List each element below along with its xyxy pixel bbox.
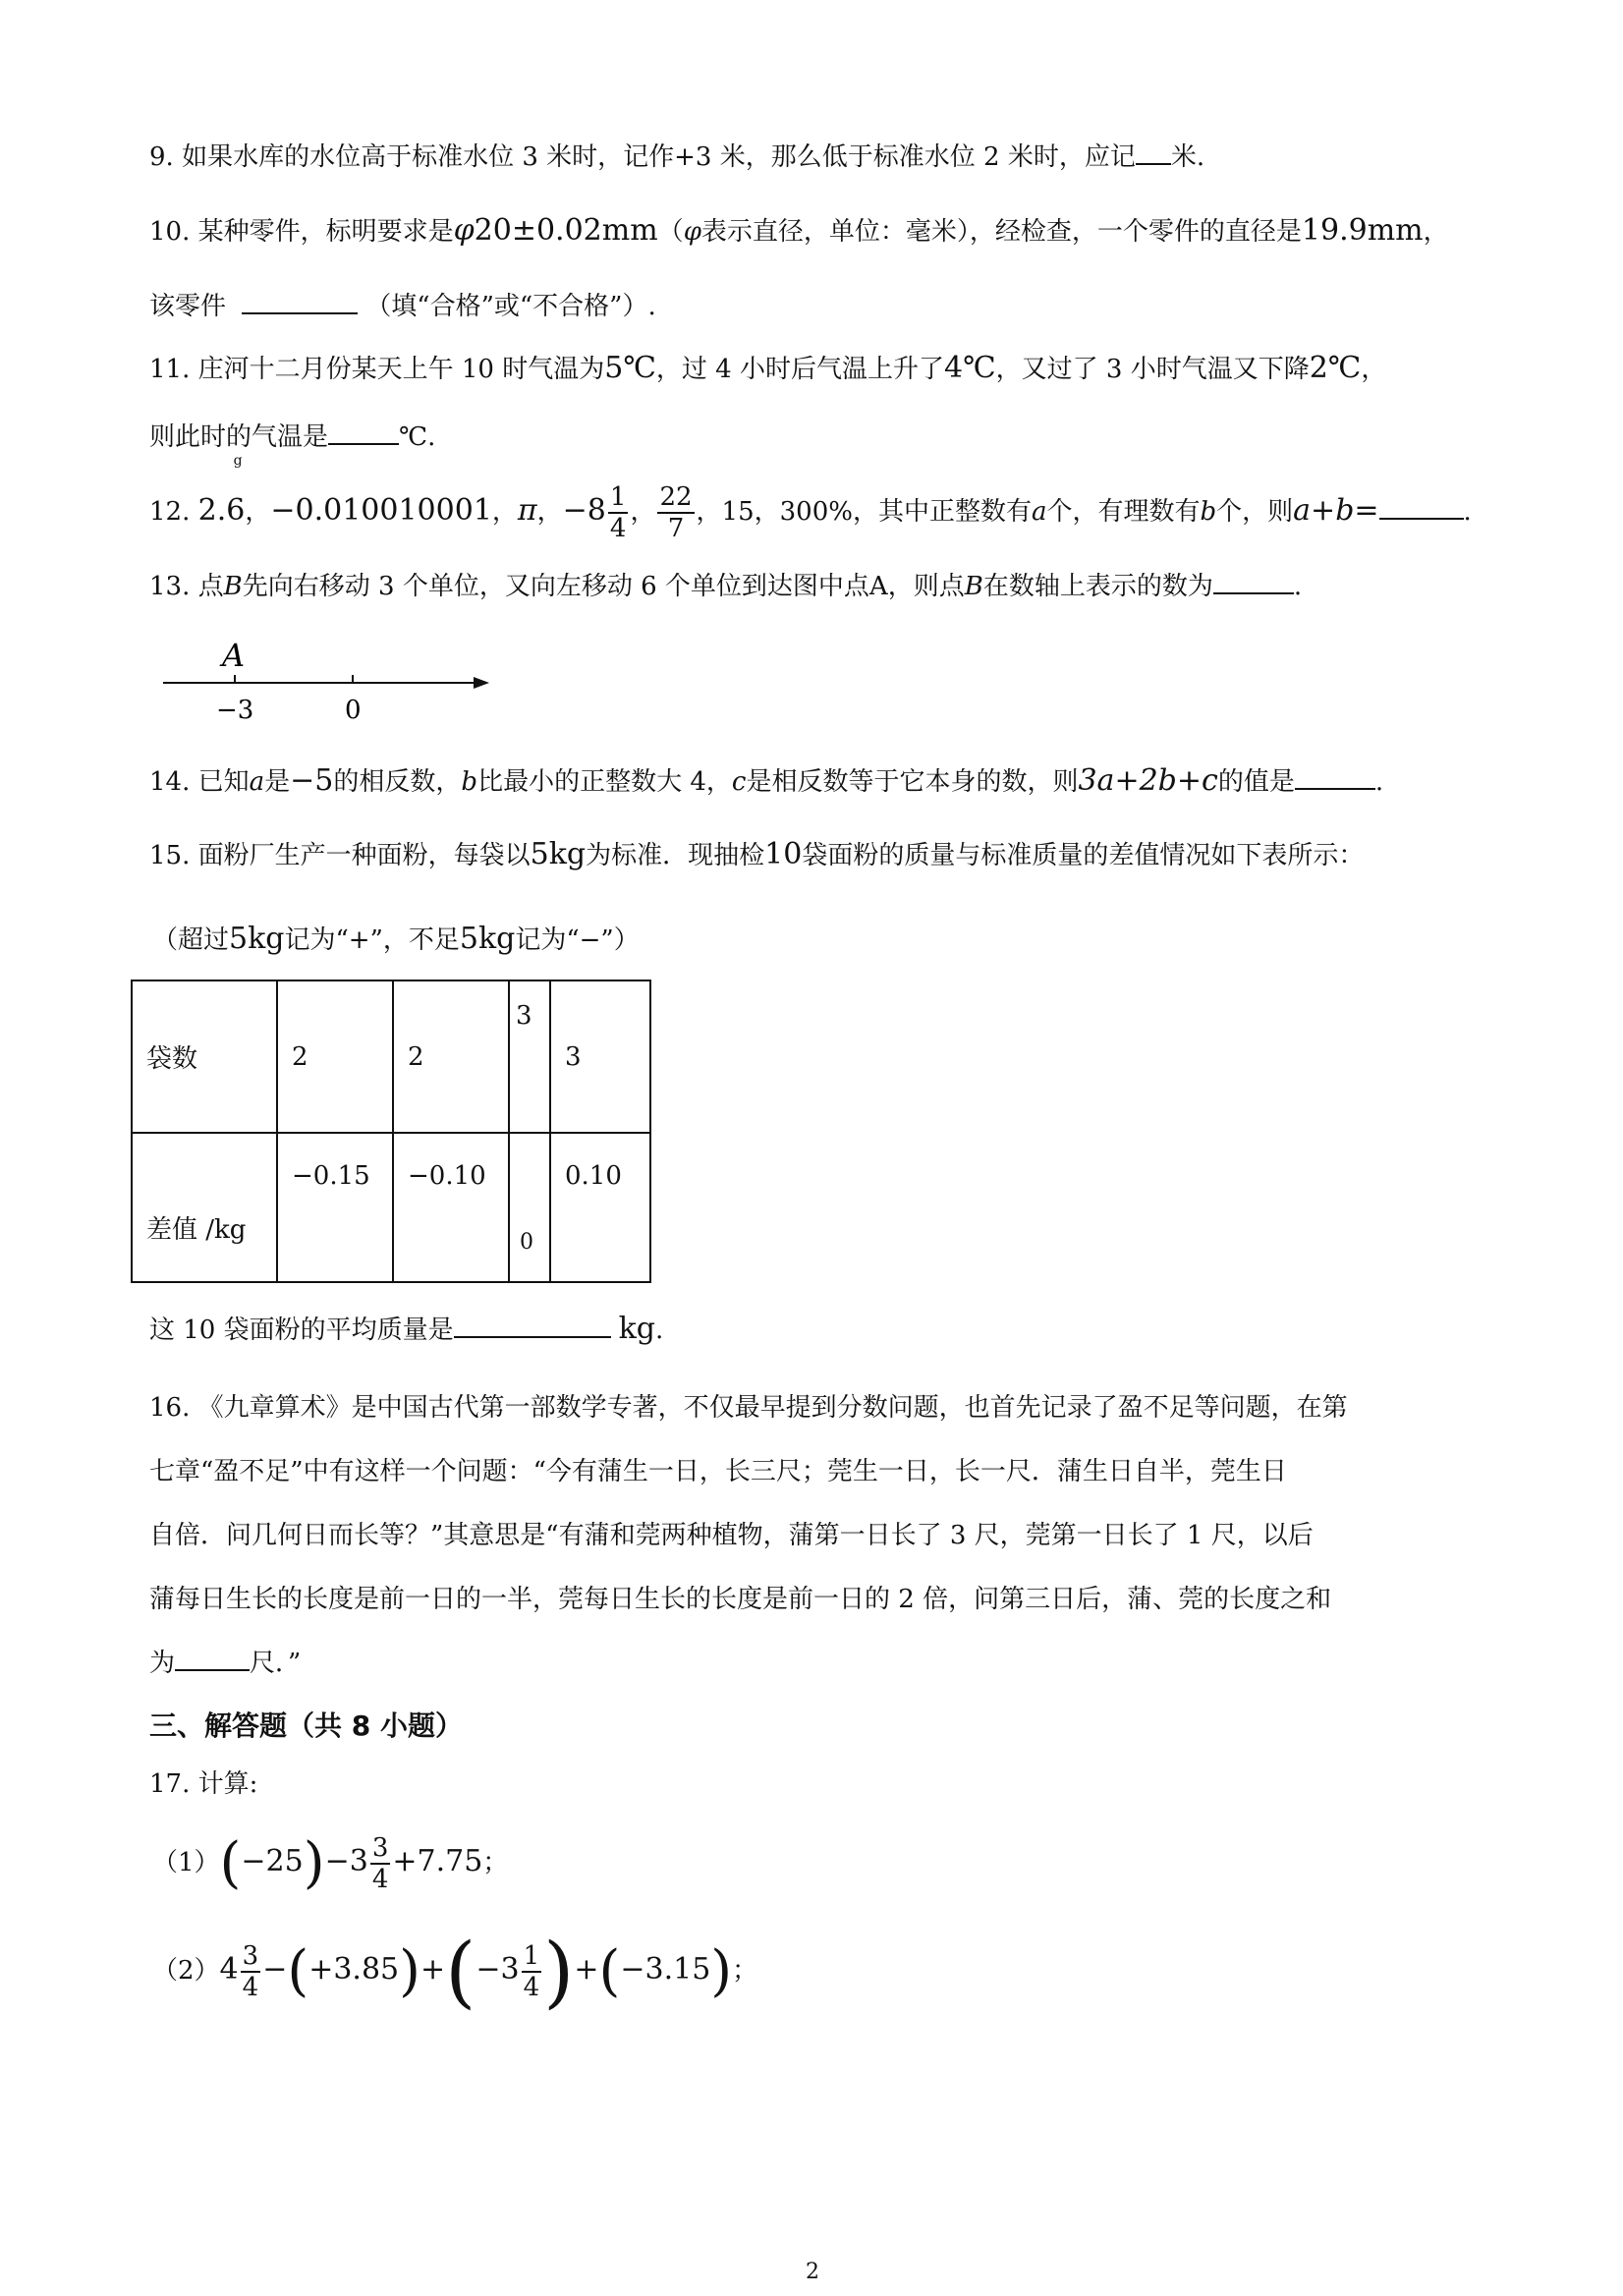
question-17 bbox=[149, 1764, 257, 1804]
fraction-1-4 bbox=[522, 1941, 542, 2002]
q11-text-4: ， bbox=[1361, 355, 1387, 384]
q15-note-text-2: 记为“+”，不足 bbox=[284, 925, 460, 955]
part-tag: （1） bbox=[152, 1848, 220, 1877]
q15-question-text: 这 10 袋面粉的平均质量是 bbox=[149, 1316, 454, 1345]
table-cell: 2 bbox=[393, 980, 509, 1133]
q16-line-2: 七章“盈不足”中有这样一个问题：“今有蒲生一日，长三尺；莞生一日，长一尺．蒲生日自半，莞生日 bbox=[149, 1457, 1287, 1486]
q16-line-4: 蒲每日生长的长度是前一日的一半，莞每日生长的长度是前一日的 2 倍，问第三日后，蒲、莞的长度之和 bbox=[149, 1585, 1332, 1614]
q15-answer-blank[interactable] bbox=[454, 1311, 611, 1338]
q16-answer-blank[interactable] bbox=[175, 1644, 250, 1671]
q14-text: 已知 bbox=[197, 767, 250, 797]
question-11 bbox=[149, 349, 1386, 389]
question-15 bbox=[149, 835, 1364, 875]
q15-note-text-3: 记为“−”） bbox=[515, 925, 640, 955]
q15-unit: kg bbox=[618, 1312, 656, 1346]
difference-table bbox=[131, 980, 651, 1283]
q11-temp-3: 2℃ bbox=[1309, 351, 1362, 385]
q16-line-5-text: 为 bbox=[149, 1649, 176, 1678]
mixed-whole: −3 bbox=[324, 1844, 368, 1878]
right-paren: ) bbox=[399, 1939, 420, 2003]
q12-fraction-1-4 bbox=[608, 482, 629, 543]
q14-end: . bbox=[1374, 767, 1384, 797]
q13-text-3: ，则点 bbox=[887, 572, 965, 601]
fraction-numerator: 1 bbox=[523, 1941, 540, 1971]
q15-text: 面粉厂生产一种面粉，每袋以 bbox=[197, 841, 531, 870]
q17-number: 17. bbox=[149, 1769, 191, 1799]
point-b-label: B bbox=[964, 572, 983, 601]
q11-number: 11. bbox=[149, 355, 191, 384]
q12-n2: −0.010010001 bbox=[270, 493, 492, 528]
question-16 bbox=[149, 1388, 1348, 1428]
q9-text: 如果水库的水位高于标准水位 3 米时，记作+3 米，那么低于标准水位 2 米时，应记 bbox=[182, 142, 1136, 172]
q11-text: 庄河十二月份某天上午 10 时气温为 bbox=[197, 355, 605, 384]
q10-line2-end: （填“合格”或“不合格”）. bbox=[365, 292, 656, 321]
q12-n1: 2.6 bbox=[197, 493, 246, 528]
q16-number: 16. bbox=[149, 1393, 191, 1423]
table-row bbox=[132, 1133, 650, 1282]
question-12 bbox=[149, 453, 1472, 551]
var-b: b bbox=[461, 767, 478, 797]
operator: + bbox=[420, 1952, 446, 1987]
q10-number: 10. bbox=[149, 217, 191, 247]
q12-text-3: 个，则 bbox=[1216, 497, 1294, 527]
q14-answer-blank[interactable] bbox=[1295, 762, 1375, 790]
q17-label: 计算: bbox=[197, 1769, 258, 1799]
q15-text-2: 为标准．现抽检 bbox=[586, 841, 765, 870]
end-mark: ； bbox=[732, 1956, 758, 1986]
q14-text-6: 的值是 bbox=[1217, 767, 1295, 797]
q14-text-5: 是相反数等于它本身的数，则 bbox=[746, 767, 1079, 797]
q15-note bbox=[152, 920, 640, 960]
number-line-arrow bbox=[474, 677, 489, 689]
q9-answer-blank[interactable] bbox=[1136, 138, 1171, 165]
q15-text-3: 袋面粉的质量与标准质量的差值情况如下表所示： bbox=[802, 841, 1365, 870]
q12-number: 12. bbox=[149, 497, 191, 527]
left-paren: ( bbox=[287, 1939, 309, 2003]
q14-expression: 3a+2b+c bbox=[1078, 763, 1218, 798]
left-paren: ( bbox=[219, 1831, 242, 1895]
q12-sep: ， bbox=[491, 497, 518, 527]
q17-part-2 bbox=[152, 1926, 757, 2015]
q13-end: . bbox=[1293, 572, 1303, 601]
section-heading: 三、解答题（共 8 小题） bbox=[149, 1709, 463, 1742]
q12-text-2: 个，有理数有 bbox=[1046, 497, 1201, 527]
table-cell: 3 bbox=[550, 980, 650, 1133]
q13-answer-blank[interactable] bbox=[1213, 567, 1294, 594]
point-a-label: A bbox=[868, 572, 888, 601]
table-cell: 2 bbox=[277, 980, 393, 1133]
term: −3.15 bbox=[620, 1952, 711, 1987]
q12-sep: ， bbox=[245, 497, 271, 527]
phi-symbol-small: φ bbox=[683, 217, 701, 247]
q9-text-end: 米. bbox=[1170, 142, 1205, 172]
fraction-numerator: 22 bbox=[659, 482, 693, 512]
q11-line2-text: 则此时的气温是 bbox=[149, 422, 329, 452]
term: −25 bbox=[241, 1844, 304, 1878]
term: +3.85 bbox=[308, 1952, 400, 1987]
term: +7.75 bbox=[392, 1844, 483, 1878]
number-line bbox=[157, 629, 511, 727]
q12-text: ，15，300%，其中正整数有 bbox=[696, 497, 1032, 527]
row-header-bag-count: 袋数 bbox=[132, 980, 277, 1133]
q10-paren: （ bbox=[657, 217, 684, 247]
var-a: a bbox=[1031, 497, 1047, 527]
fraction-denominator: 7 bbox=[667, 514, 685, 543]
q12-sep: ， bbox=[536, 497, 563, 527]
fraction-denominator: 4 bbox=[523, 1973, 540, 2002]
right-paren: ) bbox=[303, 1831, 325, 1895]
fraction-3-4 bbox=[241, 1941, 261, 2002]
q13-text-4: 在数轴上表示的数为 bbox=[982, 572, 1213, 601]
var-c: c bbox=[731, 767, 747, 797]
var-b: b bbox=[1200, 497, 1217, 527]
fraction-denominator: 4 bbox=[609, 514, 627, 543]
q14-text-4: 比最小的正整数大 4， bbox=[477, 767, 732, 797]
right-paren: ) bbox=[543, 1926, 575, 2017]
q13-text-2: 先向右移动 3 个单位，又向左移动 6 个单位到达图中点 bbox=[242, 572, 869, 601]
q10-text: 某种零件，标明要求是 bbox=[197, 217, 454, 247]
q17-part-1 bbox=[152, 1822, 508, 1902]
end-mark: ； bbox=[482, 1848, 509, 1877]
point-b-label: B bbox=[223, 572, 243, 601]
table-cell: 0 bbox=[509, 1133, 550, 1282]
q15-note-text: （超过 bbox=[152, 925, 230, 955]
fraction-denominator: 4 bbox=[371, 1865, 389, 1894]
q11-text-3: ，又过了 3 小时气温又下降 bbox=[995, 355, 1310, 384]
q14-neg5: −5 bbox=[290, 763, 334, 798]
q12-end: . bbox=[1463, 497, 1472, 527]
question-10-line2 bbox=[149, 287, 656, 326]
q9-number: 9. bbox=[149, 142, 174, 172]
q15-kg: 5kg bbox=[530, 837, 587, 871]
q12-answer-blank[interactable] bbox=[1379, 492, 1464, 520]
table-cell: 0.10 bbox=[550, 1133, 650, 1282]
row-header-difference: 差值 /kg bbox=[132, 1133, 277, 1282]
part-tag: （2） bbox=[152, 1956, 220, 1986]
question-14 bbox=[149, 761, 1383, 802]
q12-expression: a+b= bbox=[1293, 493, 1379, 528]
mixed-whole: −3 bbox=[476, 1952, 520, 1987]
q15-ten: 10 bbox=[764, 837, 803, 871]
tick-label-0: 0 bbox=[345, 696, 362, 725]
q10-measured: 19.9mm bbox=[1301, 213, 1424, 248]
q11-answer-blank[interactable] bbox=[328, 418, 399, 445]
fraction-numerator: 1 bbox=[609, 482, 627, 512]
operator: − bbox=[262, 1952, 288, 1987]
q16-line-3: 自倍．问几何日而长等？”其意思是“有蒲和莞两种植物，蒲第一日长了 3 尺，莞第一日长了 1 尺，以后 bbox=[149, 1521, 1314, 1550]
question-11-line2 bbox=[149, 418, 435, 457]
q12-pi: π bbox=[517, 493, 537, 528]
question-9 bbox=[149, 138, 1204, 177]
q15-question bbox=[149, 1310, 663, 1350]
fraction-numerator: 3 bbox=[242, 1941, 259, 1971]
left-paren: ( bbox=[598, 1939, 621, 2003]
q11-line2-end: ℃. bbox=[399, 422, 436, 452]
q14-text-3: 的相反数， bbox=[333, 767, 462, 797]
table-cell: −0.10 bbox=[393, 1133, 509, 1282]
q16-line-5 bbox=[149, 1644, 301, 1683]
phi-symbol: φ bbox=[453, 213, 475, 248]
table-cell: −0.15 bbox=[277, 1133, 393, 1282]
q15-end: . bbox=[655, 1316, 664, 1345]
var-a: a bbox=[249, 767, 265, 797]
q16-line-1: 《九章算术》是中国古代第一部数学专著，不仅最早提到分数问题，也首先记录了盈不足等问题，在第 bbox=[197, 1393, 1348, 1423]
q10-spec: 20±0.02mm bbox=[474, 213, 658, 248]
q15-number: 15. bbox=[149, 841, 191, 870]
table-cell: 3 bbox=[509, 980, 550, 1133]
q12-mixed-whole: −8 bbox=[562, 493, 606, 528]
q15-note-kg: 5kg bbox=[229, 922, 285, 956]
right-paren: ) bbox=[710, 1939, 733, 2003]
q15-note-kg: 5kg bbox=[459, 922, 516, 956]
tick-label-neg3: −3 bbox=[216, 696, 254, 725]
question-10 bbox=[149, 211, 1449, 252]
q14-text-2: 是 bbox=[264, 767, 291, 797]
table-row bbox=[132, 980, 650, 1133]
mixed-whole: 4 bbox=[219, 1952, 239, 1987]
q16-line-5-end: 尺．” bbox=[250, 1649, 302, 1678]
fraction-denominator: 4 bbox=[242, 1973, 259, 2002]
q13-number: 13. bbox=[149, 572, 191, 601]
q10-line2-text: 该零件 bbox=[149, 292, 227, 321]
q12-sep: ， bbox=[630, 497, 656, 527]
fraction-numerator: 3 bbox=[371, 1833, 389, 1863]
fraction-3-4 bbox=[370, 1833, 391, 1894]
q11-temp-1: 5℃ bbox=[604, 351, 656, 385]
repeat-dot-mark: g bbox=[233, 453, 243, 469]
q14-number: 14. bbox=[149, 767, 191, 797]
q10-comma: ， bbox=[1423, 217, 1449, 247]
q11-text-2: ，过 4 小时后气温上升了 bbox=[655, 355, 944, 384]
page-number: 2 bbox=[806, 2260, 819, 2284]
left-paren: ( bbox=[445, 1926, 476, 2017]
question-13 bbox=[149, 567, 1302, 606]
q13-text: 点 bbox=[197, 572, 224, 601]
point-a-label: A bbox=[222, 637, 246, 674]
operator: + bbox=[574, 1952, 599, 1987]
q12-fraction-22-7 bbox=[657, 482, 694, 543]
q10-answer-blank[interactable] bbox=[242, 287, 358, 314]
q10-text-2: 表示直径，单位：毫米），经检查，一个零件的直径是 bbox=[700, 217, 1302, 247]
q12-repeating-decimal bbox=[197, 453, 246, 550]
q11-temp-2: 4℃ bbox=[943, 351, 996, 385]
